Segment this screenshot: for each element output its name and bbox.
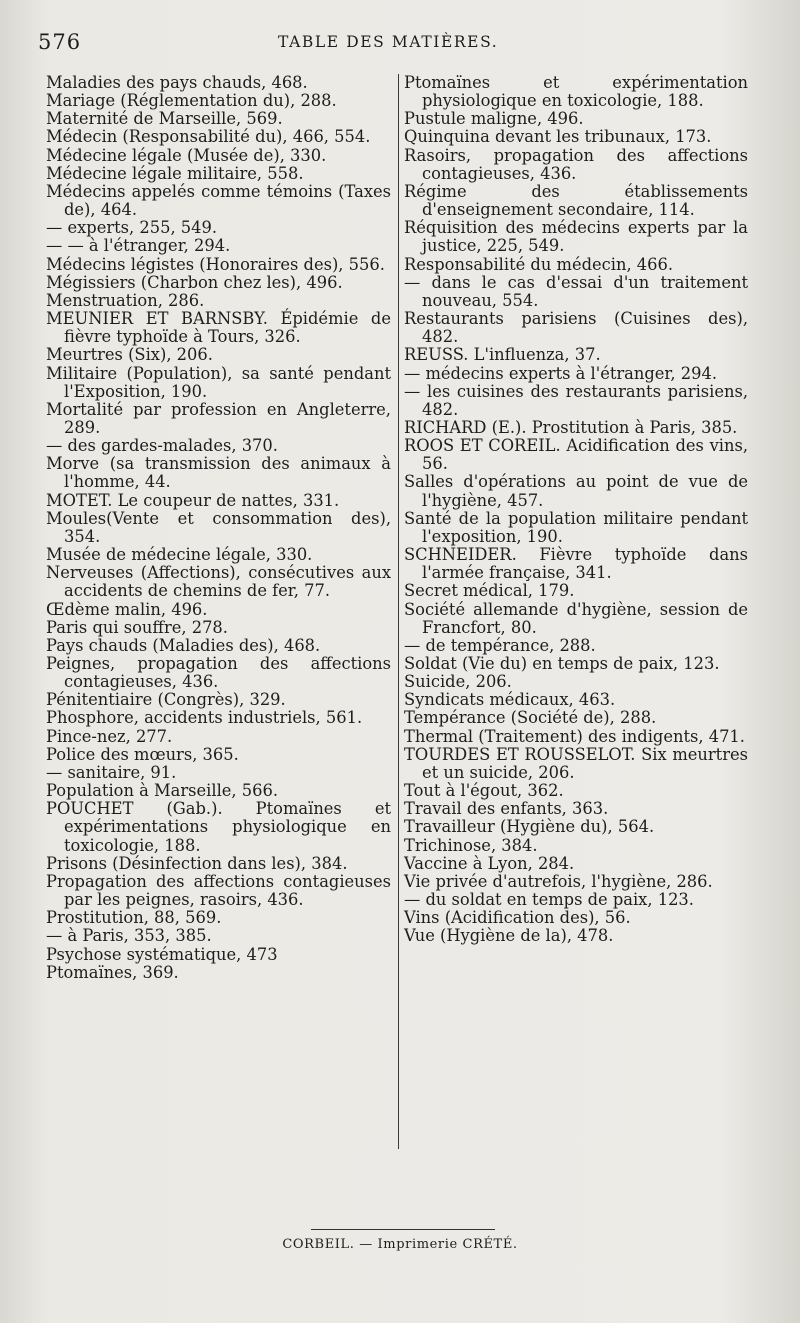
index-entry: MEUNIER ET BARNSBY. Épidémie de fièvre typhoïde à Tours, 326.	[46, 309, 391, 347]
index-entry: Quinquina devant les tribunaux, 173.	[404, 127, 712, 147]
index-entry: Population à Marseille, 566.	[46, 781, 279, 801]
index-entry: Pustule maligne, 496.	[404, 109, 584, 129]
index-entry: TOURDES ET ROUSSELOT. Six meurtres et un suicide, 206.	[404, 744, 748, 782]
page-header	[38, 30, 758, 58]
index-entry: — — à l'étranger, 294.	[46, 236, 231, 256]
index-entry: RICHARD (E.). Prostitution à Paris, 385.	[404, 417, 738, 437]
index-entry: Musée de médecine légale, 330.	[46, 545, 313, 565]
index-entry: Thermal (Traitement) des indigents, 471.	[404, 726, 745, 746]
index-entry: Société allemande d'hygiène, session de Francfort, 80.	[404, 599, 748, 637]
index-entry: Responsabilité du médecin, 466.	[404, 254, 674, 274]
index-entry: Morve (sa transmission des animaux à l'homme, 44.	[46, 454, 391, 492]
index-entry: Mégissiers (Charbon chez les), 496.	[46, 272, 343, 292]
index-entry: Vaccine à Lyon, 284.	[404, 853, 575, 873]
index-entry: Ptomaïnes, 369.	[46, 962, 179, 982]
index-entry: — à Paris, 353, 385.	[46, 926, 212, 946]
index-entry: Médecins appelés comme témoins (Taxes de), 464.	[46, 181, 391, 220]
index-entry: Syndicats médicaux, 463.	[404, 690, 616, 710]
index-entry: — les cuisines des restaurants parisiens, 482.	[404, 381, 748, 419]
index-entry: MOTET. Le coupeur de nattes, 331.	[46, 490, 340, 510]
index-entry: Réquisition des médecins experts par la justice, 225, 549.	[404, 218, 748, 256]
index-entry: Régime des établissements d'enseignement secondaire, 114.	[404, 181, 748, 220]
index-entry: ROOS ET COREIL. Acidification des vins, 56.	[404, 436, 748, 474]
index-entry: Paris qui souffre, 278.	[46, 617, 228, 637]
index-entry: Mortalité par profession en Angleterre, 289.	[46, 399, 391, 437]
index-entry: — des gardes-malades, 370.	[46, 436, 278, 456]
index-entry: Vins (Acidification des), 56.	[404, 908, 631, 928]
index-entry: — dans le cas d'essai d'un traitement nouveau, 554.	[404, 272, 748, 310]
index-entry: Tout à l'égout, 362.	[404, 781, 564, 801]
index-entry: Pénitentiaire (Congrès), 329.	[46, 690, 286, 710]
index-entry: Phosphore, accidents industriels, 561.	[46, 708, 363, 728]
index-entry: Salles d'opérations au point de vue de l'hygiène, 457.	[404, 472, 748, 510]
index-entry: Meurtres (Six), 206.	[46, 345, 213, 365]
index-column-left	[46, 74, 391, 982]
index-entry: — experts, 255, 549.	[46, 218, 218, 238]
index-entry: Police des mœurs, 365.	[46, 744, 239, 764]
index-entry: Militaire (Population), sa santé pendant l'Exposition, 190.	[46, 363, 391, 401]
index-entry: Moules(Vente et consommation des), 354.	[46, 508, 391, 546]
index-entry: — médecins experts à l'étranger, 294.	[404, 363, 718, 383]
index-entry: Prostitution, 88, 569.	[46, 908, 222, 928]
index-entry: Secret médical, 179.	[404, 581, 575, 601]
index-entry: REUSS. L'influenza, 37.	[404, 345, 601, 365]
index-entry: Maladies des pays chauds, 468.	[46, 73, 308, 92]
page-number: 576	[38, 30, 82, 54]
index-entry: Prisons (Désinfection dans les), 384.	[46, 853, 348, 873]
index-entry: Nerveuses (Affections), consécutives aux accidents de chemins de fer, 77.	[46, 563, 391, 601]
index-entry: Maternité de Marseille, 569.	[46, 109, 283, 129]
index-column-right	[404, 74, 748, 946]
column-divider	[398, 74, 399, 1149]
index-entry: — du soldat en temps de paix, 123.	[404, 890, 694, 910]
index-entry: Médecine légale (Musée de), 330.	[46, 145, 327, 165]
index-entry: Mariage (Réglementation du), 288.	[46, 91, 337, 111]
index-entry: Suicide, 206.	[404, 672, 512, 692]
index-entry: Propagation des affections contagieuses par les peignes, rasoirs, 436.	[46, 871, 391, 910]
index-entry: Pince-nez, 277.	[46, 726, 173, 746]
index-entry: Médecine légale militaire, 558.	[46, 163, 304, 183]
index-entry: Travailleur (Hygiène du), 564.	[404, 817, 655, 837]
printer-imprint: CORBEIL. — Imprimerie CRÉTÉ.	[282, 1237, 518, 1252]
index-entry: Tempérance (Société de), 288.	[404, 708, 657, 728]
running-title: TABLE DES MATIÈRES.	[278, 33, 499, 51]
footer-rule	[311, 1229, 495, 1230]
index-entry: Vue (Hygiène de la), 478.	[404, 926, 614, 946]
index-entry: Santé de la population militaire pendant l'exposition, 190.	[404, 508, 748, 546]
index-entry: Travail des enfants, 363.	[404, 799, 609, 819]
index-entry: Restaurants parisiens (Cuisines des), 482.	[404, 309, 748, 347]
index-entry: Ptomaïnes et expérimentation physiologique en toxicologie, 188.	[404, 73, 748, 111]
index-entry: Œdème malin, 496.	[46, 599, 208, 619]
index-entry: SCHNEIDER. Fièvre typhoïde dans l'armée française, 341.	[404, 545, 748, 583]
index-entry: Rasoirs, propagation des affections contagieuses, 436.	[404, 145, 748, 183]
index-entry: Menstruation, 286.	[46, 290, 205, 310]
index-entry: Vie privée d'autrefois, l'hygiène, 286.	[404, 871, 713, 891]
index-entry: Soldat (Vie du) en temps de paix, 123.	[404, 654, 720, 673]
index-entry: Psychose systématique, 473	[46, 944, 278, 964]
index-entry: — de tempérance, 288.	[404, 635, 596, 655]
index-entry: Médecins légistes (Honoraires des), 556.	[46, 254, 385, 274]
index-entry: Pays chauds (Maladies des), 468.	[46, 635, 321, 655]
index-entry: Médecin (Responsabilité du), 466, 554.	[46, 127, 371, 147]
index-entry: Peignes, propagation des affections contagieuses, 436.	[46, 654, 391, 692]
index-entry: Trichinose, 384.	[404, 835, 538, 855]
index-entry: — sanitaire, 91.	[46, 762, 177, 782]
index-entry: POUCHET (Gab.). Ptomaïnes et expérimentations physiologique en toxicologie, 188.	[46, 799, 391, 855]
